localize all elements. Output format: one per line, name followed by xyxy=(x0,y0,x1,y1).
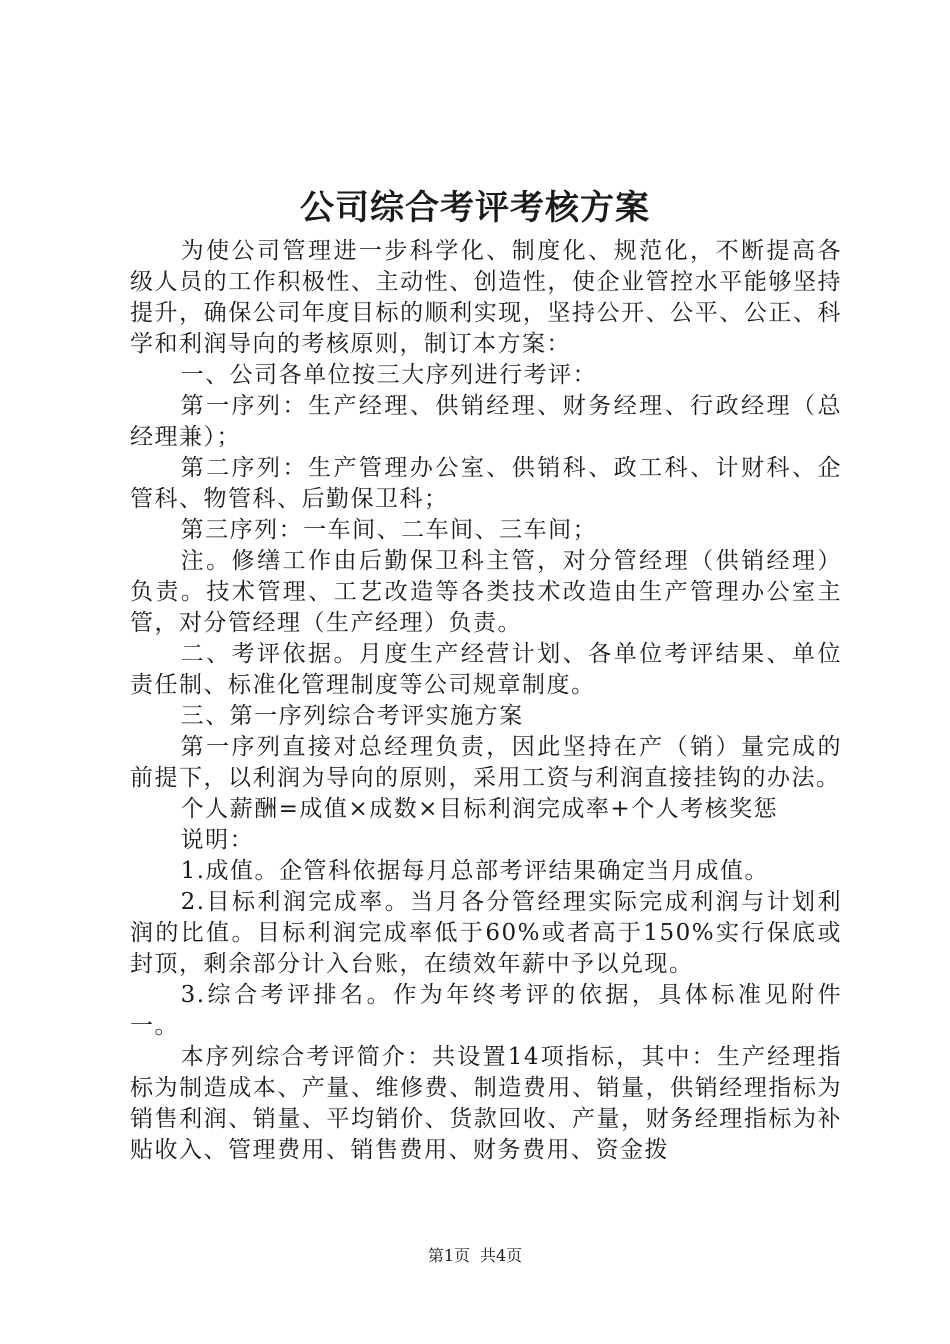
paragraph-item-2: 2.目标利润完成率。当月各分管经理实际完成利润与计划利润的比值。目标利润完成率低于60%或者高于150%实行保底或封顶，剩余部分计入台账，在绩效年薪中予以兑现。 xyxy=(130,889,842,977)
paragraph-section-3: 三、第一序列综合考评实施方案 xyxy=(180,703,524,729)
paragraph-explanation-label: 说明： xyxy=(180,827,255,853)
paragraph-summary: 本序列综合考评简介：共设置14项指标，其中：生产经理指标为制造成本、产量、维修费、制造费用、销量，供销经理指标为销售利润、销量、平均销价、货款回收、产量，财务经理指标为补贴收入、管理费用、销售费用、财务费用、资金拨 xyxy=(130,1044,842,1163)
paragraph-intro: 为使公司管理进一步科学化、制度化、规范化，不断提高各级人员的工作积极性、主动性、创造性，使企业管控水平能够坚持提升，确保公司年度目标的顺利实现，坚持公开、公平、公正、科学和利润导向的考核原则，制订本方案： xyxy=(130,238,842,357)
page-number: 第1页 xyxy=(427,1246,470,1265)
paragraph-section-2: 二、考评依据。月度生产经营计划、各单位考评结果、单位责任制、标准化管理制度等公司规章制度。 xyxy=(130,641,842,698)
paragraph-sequence-1-detail: 第一序列直接对总经理负责，因此坚持在产（销）量完成的前提下，以利润为导向的原则，采用工资与利润直接挂钩的办法。 xyxy=(130,734,842,791)
document-body xyxy=(130,236,842,1166)
paragraph-sequence-2: 第二序列：生产管理办公室、供销科、政工科、计财科、企管科、物管科、后勤保卫科； xyxy=(130,455,842,512)
paragraph-note: 注。修缮工作由后勤保卫科主管，对分管经理（供销经理）负责。技术管理、工艺改造等各类技术改造由生产管理办公室主管，对分管经理（生产经理）负责。 xyxy=(130,548,842,636)
page-footer xyxy=(0,1244,950,1268)
paragraph-section-1: 一、公司各单位按三大序列进行考评： xyxy=(180,362,598,388)
document-title: 公司综合考评考核方案 xyxy=(300,188,650,228)
page-total: 共4页 xyxy=(480,1246,523,1265)
paragraph-sequence-1: 第一序列：生产经理、供销经理、财务经理、行政经理（总经理兼）； xyxy=(130,393,842,450)
paragraph-item-1: 1.成值。企管科依据每月总部考评结果确定当月成值。 xyxy=(180,858,770,884)
paragraph-sequence-3: 第三序列：一车间、二车间、三车间； xyxy=(180,517,598,543)
paragraph-formula: 个人薪酬=成值×成数×目标利润完成率+个人考核奖惩 xyxy=(180,796,779,822)
paragraph-item-3: 3.综合考评排名。作为年终考评的依据，具体标准见附件一。 xyxy=(130,982,842,1039)
